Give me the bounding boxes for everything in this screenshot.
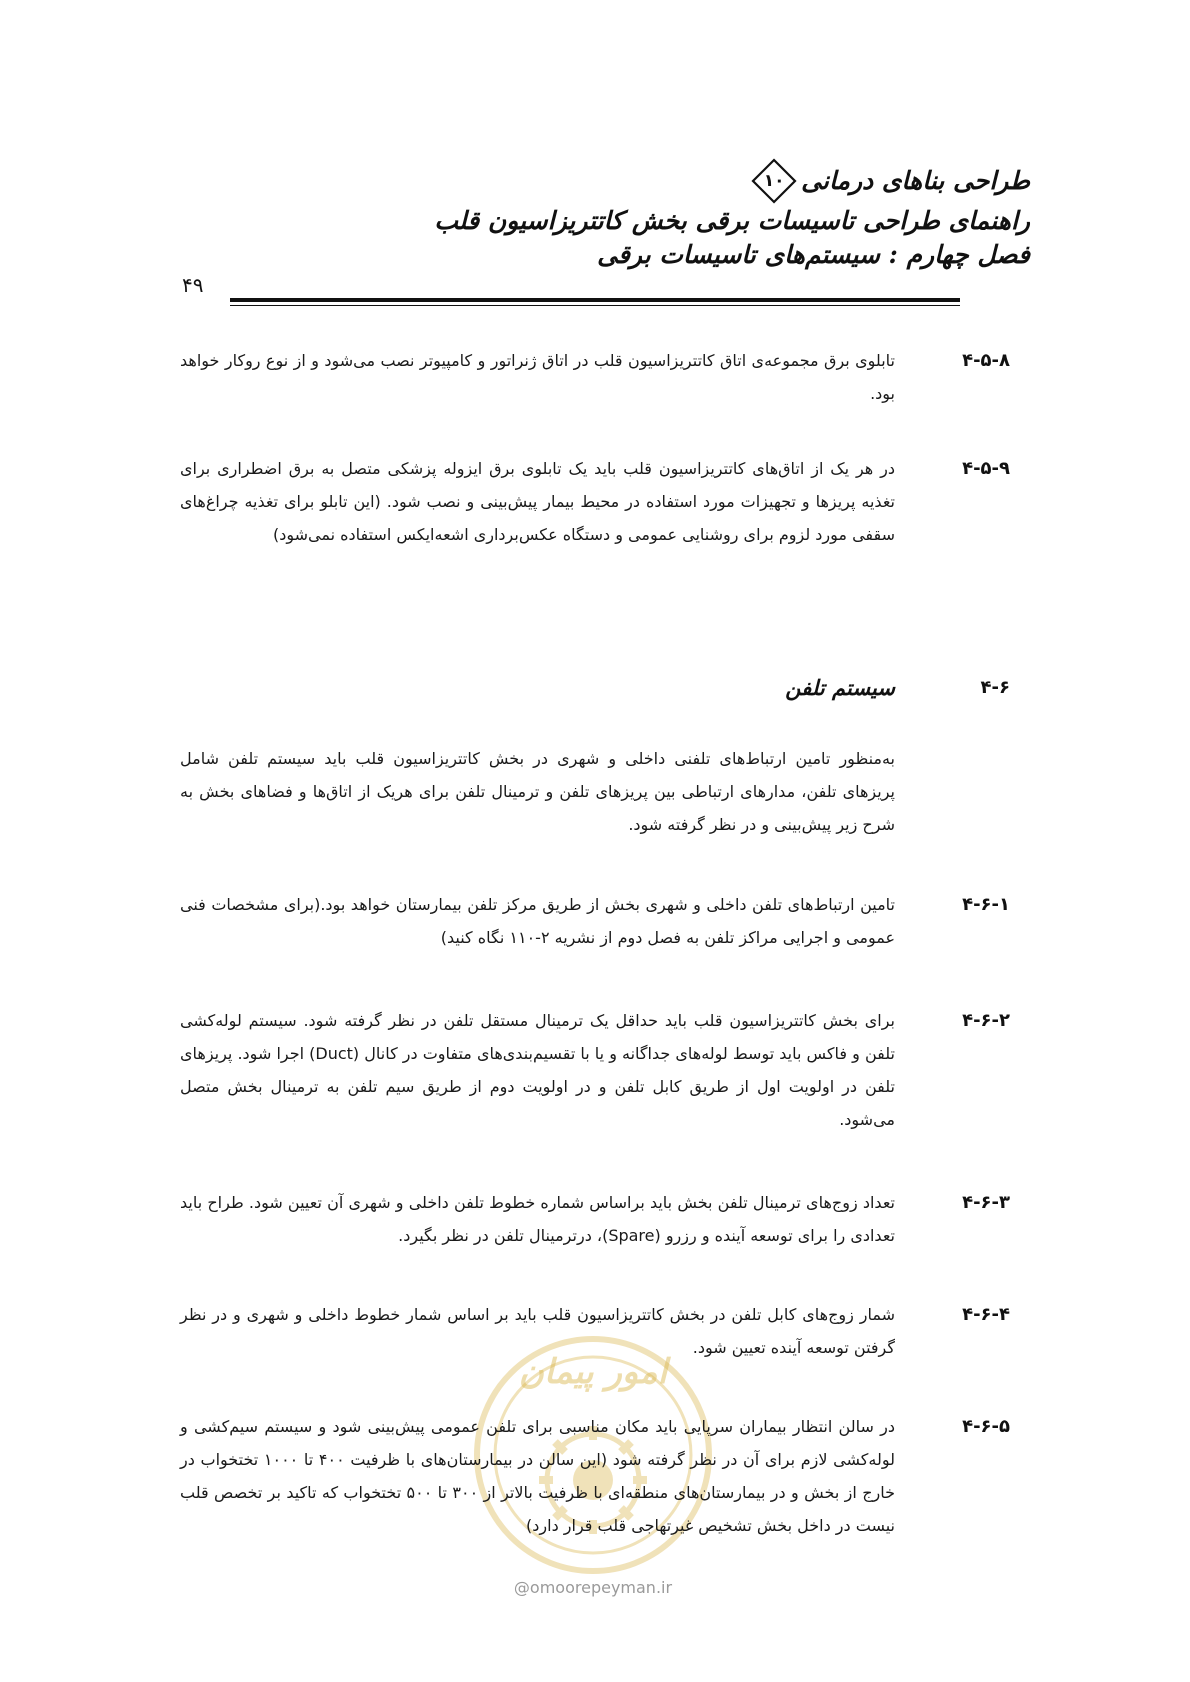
section-4-5-8 xyxy=(180,344,1010,414)
header-chapter-title: فصل چهارم : سیستم‌های تاسیسات برقی xyxy=(597,240,1030,269)
page-header xyxy=(410,158,1030,272)
section-text: شمار زوج‌های کابل تلفن در بخش کاتتریزاسیون قلب باید بر اساس شمار خطوط داخلی و شهری و در نظر گرفتن توسعه آینده تعیین شود. xyxy=(180,1305,895,1357)
section-text: تعداد زوج‌های ترمینال تلفن بخش باید براساس شماره خطوط تلفن داخلی و شهری آن تعیین شود. طراح باید تعدادی را برای توسعه آینده و رزرو (Spare)، درترمینال تلفن در نظر بگیرد. xyxy=(180,1193,895,1245)
heading-title: سیستم تلفن xyxy=(785,675,895,700)
section-number: ۴-۵-۸ xyxy=(962,350,1010,371)
section-heading-telephone xyxy=(180,668,1010,708)
section-4-6-1 xyxy=(180,888,1010,958)
section-4-6-5 xyxy=(180,1410,1010,1550)
section-number: ۴-۶-۵ xyxy=(962,1416,1010,1437)
header-guide-title: راهنمای طراحی تاسیسات برقی بخش کاتتریزاسیون قلب xyxy=(434,206,1030,235)
header-title-row xyxy=(410,158,1030,204)
section-text: تابلوی برق مجموعه‌ی اتاق کاتتریزاسیون قلب در اتاق ژنراتور و کامپیوتر نصب می‌شود و از نوع روکار خواهد بود. xyxy=(180,351,895,403)
section-text: در هر یک از اتاق‌های کاتتریزاسیون قلب باید یک تابلوی برق ایزوله پزشکی متصل به برق اضطراری برای تغذیه پریزها و تجهیزات مورد استفاده در محیط بیمار پیش‌بینی و نصب شود. (این تابلو برای تغذیه چراغ‌های سقفی مورد لزوم برای روشنایی عمومی و دستگاه عکس‌برداری اشعه‌ایکس استفاده نمی‌شود) xyxy=(180,459,895,544)
watermark-site: @omoorepeyman.ir xyxy=(513,1578,673,1597)
page-number: ۴۹ xyxy=(182,273,204,297)
header-divider-thin xyxy=(230,305,960,306)
section-4-6-3 xyxy=(180,1186,1010,1256)
section-text: تامین ارتباط‌های تلفن داخلی و شهری بخش از طریق مرکز تلفن بیمارستان خواهد بود.(برای مشخصات فنی عمومی و اجرایی مراکز تلفن به فصل دوم از نشریه ۲-۱۱۰ نگاه کنید) xyxy=(180,895,895,947)
intro-paragraph: به‌منظور تامین ارتباط‌های تلفنی داخلی و شهری در بخش کاتتریزاسیون قلب باید سیستم تلفن شامل پریزهای تلفن، مدارهای ارتباطی بین پریزهای تلفن و ترمینال تلفن برای هریک از اتاق‌ها و فضاهای بخش به شرح زیر پیش‌بینی و در نظر گرفته شود. xyxy=(180,749,895,834)
volume-badge-diamond-icon xyxy=(751,158,797,204)
section-text: در سالن انتظار بیماران سرپایی باید مکان مناسبی برای تلفن عمومی پیش‌بینی شود و سیستم سیم‌کشی و لوله‌کشی لازم برای آن در نظر گرفته شود (این سالن در بیمارستان‌های با ظرفیت ۴۰۰ تا ۱۰۰۰ تختخواب در خارج از بخش و در بیمارستان‌های منطقه‌ای با ظرفیت بالاتر از ۳۰۰ تا ۵۰۰ تختخواب که تاکید بر تخصص قلب نیست در داخل بخش تشخیص غیرتهاجی قلب قرار دارد) xyxy=(180,1417,896,1535)
section-text: برای بخش کاتتریزاسیون قلب باید حداقل یک ترمینال مستقل تلفن در نظر گرفته شود. سیستم لوله‌کشی تلفن و فاکس باید توسط لوله‌های جداگانه و یا با تقسیم‌بندی‌های متفاوت در کانال (Duct) اجرا شود. پریزهای تلفن در اولویت اول از طریق کابل تلفن و در اولویت دوم از طریق سیم تلفن به ترمینال بخش متصل می‌شود. xyxy=(179,1011,895,1129)
section-4-5-9 xyxy=(180,452,1010,592)
section-number: ۴-۶-۲ xyxy=(962,1010,1010,1031)
section-4-6-2 xyxy=(180,1004,1010,1144)
watermark-logo-text: امور پیمان xyxy=(518,1352,668,1392)
section-number: ۴-۶-۳ xyxy=(962,1192,1010,1213)
section-number: ۴-۶-۱ xyxy=(962,894,1010,915)
section-number: ۴-۶-۴ xyxy=(962,1304,1010,1325)
header-book-title: طراحی بناهای درمانی xyxy=(801,166,1030,195)
volume-badge-number: ۱۰ xyxy=(763,171,785,191)
header-divider-thick xyxy=(230,298,960,302)
section-number: ۴-۵-۹ xyxy=(962,458,1010,479)
heading-number: ۴-۶ xyxy=(980,677,1010,698)
